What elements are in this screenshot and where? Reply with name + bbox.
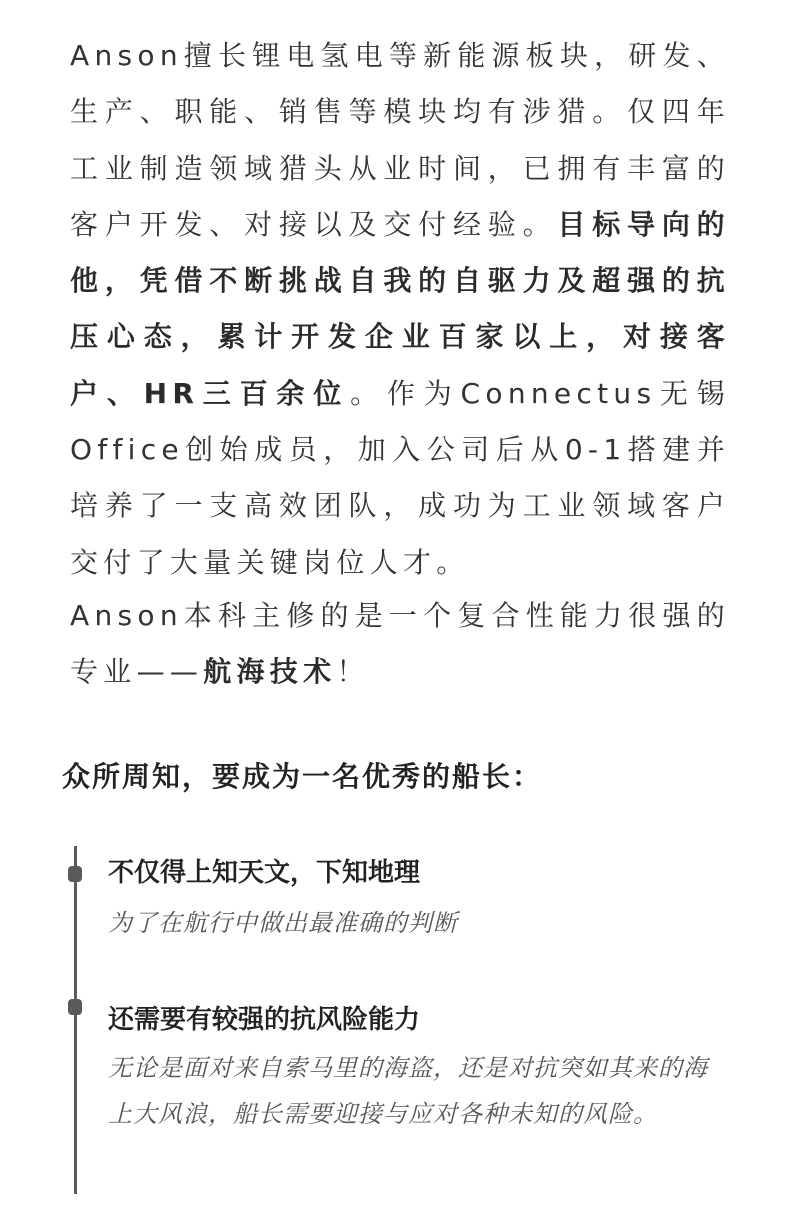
timeline-dot-1 xyxy=(68,866,82,882)
timeline-item-title: 还需要有较强的抗风险能力 xyxy=(108,1005,421,1035)
major-text-prefix: Anson本科主修的是一个复合性能力很强的专业—— xyxy=(70,599,730,689)
major-text-suffix: ！ xyxy=(336,655,370,689)
captain-heading: 众所周知，要成为一名优秀的船长： xyxy=(62,760,543,793)
timeline-item-desc: 无论是面对来自索马里的海盗，还是对抗突如其来的海上大风浪，船长需要迎接与应对各种未知的风险。 xyxy=(108,1054,708,1128)
major-paragraph xyxy=(70,588,730,701)
major-text-bold: 航海技术 xyxy=(203,655,337,689)
intro-text-1: Anson擅长锂电氢电等新能源板块，研发、生产、职能、销售等模块均有涉猎。仅四年工业制造领域猎头从业时间，已拥有丰富的客户开发、对接以及交付经验。 xyxy=(70,39,730,241)
timeline-item-1 xyxy=(108,850,728,947)
intro-paragraph xyxy=(70,28,730,591)
timeline-item-2 xyxy=(108,997,728,1137)
intro-text-bold: 目标导向的他，凭借不断挑战自我的自驱力及超强的抗压心态，累计开发企业百家以上，对接客户、HR三百余位 xyxy=(70,207,730,410)
intro-text-2: 。作为Connectus无锡Office创始成员，加入公司后从0-1搭建并培养了一支高效团队，成功为工业领域客户交付了大量关键岗位人才。 xyxy=(70,376,730,579)
timeline-line xyxy=(74,846,77,1194)
timeline-dot-2 xyxy=(68,999,82,1015)
timeline-item-desc: 为了在航行中做出最准确的判断 xyxy=(108,909,458,937)
timeline-item-title: 不仅得上知天文，下知地理 xyxy=(108,858,421,888)
